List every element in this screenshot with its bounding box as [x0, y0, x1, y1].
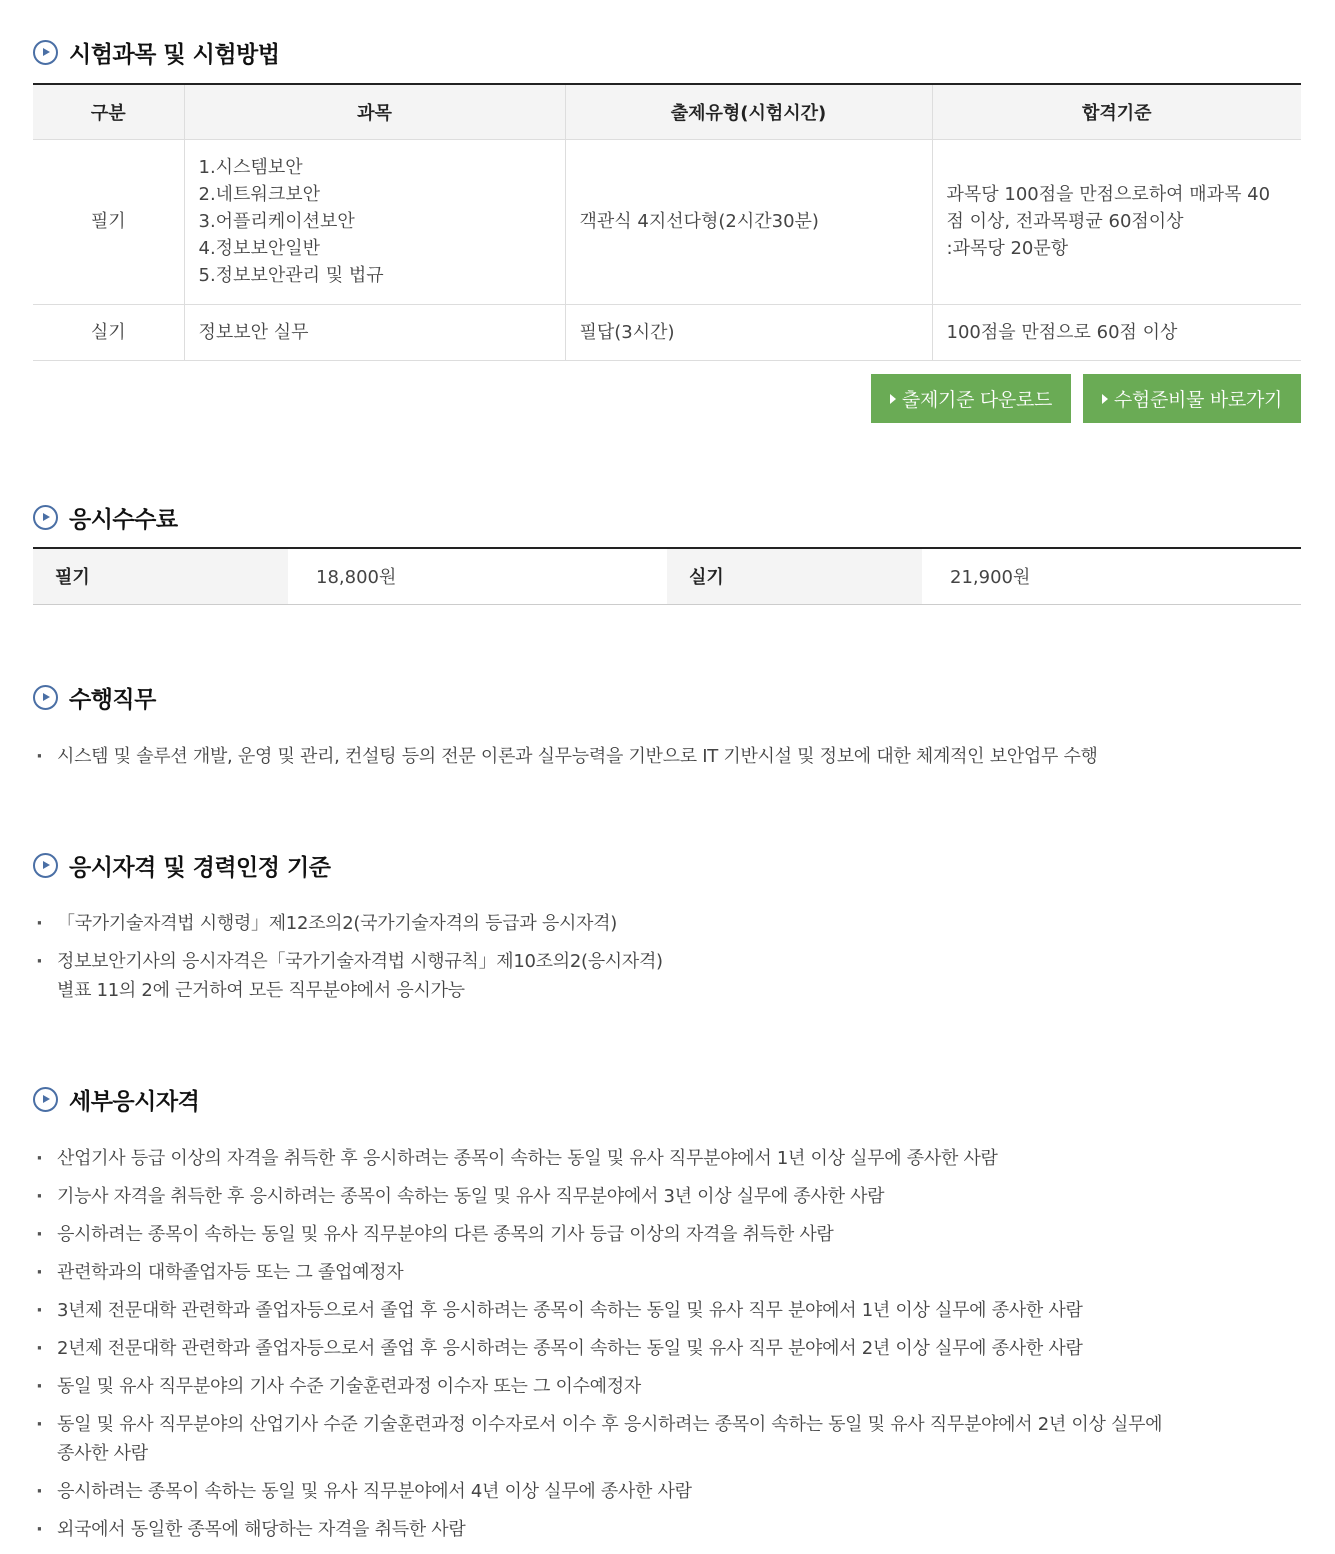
list-item-line: 종사한 사람: [57, 1443, 148, 1464]
column-header: 과목: [184, 84, 565, 139]
table-row: [33, 304, 1301, 360]
section-heading: 응시자격 및 경력인정 기준: [69, 854, 331, 881]
subject-item: 1.시스템보안: [198, 157, 303, 178]
list-item: [33, 1372, 1162, 1401]
section-title-fee: [33, 502, 178, 532]
section-heading: 응시수수료: [69, 506, 178, 533]
list-item-line: · 동일 및 유사 직무분야의 기사 수준 기술훈련과정 이수자 또는 그 이수예정자: [57, 1376, 641, 1397]
list-item-line: · 산업기사 등급 이상의 자격을 취득한 후 응시하려는 종목이 속하는 동일 및 유사 직무분야에서 1년 이상 실무에 종사한 사람: [57, 1148, 998, 1169]
subject-item: 4.정보보안일반: [198, 238, 321, 259]
column-header: 출제유형(시험시간): [565, 84, 932, 139]
list-item: [33, 1220, 1162, 1249]
list-item-line: · 3년제 전문대학 관련학과 졸업자등으로서 졸업 후 응시하려는 종목이 속하는 동일 및 유사 직무 분야에서 1년 이상 실무에 종사한 사람: [57, 1300, 1083, 1321]
exam-type-cell: 실기: [33, 304, 184, 360]
list-item: [33, 1182, 1162, 1211]
criteria-line: 점 이상, 전과목평균 60점이상: [946, 211, 1184, 232]
list-item-line: · 외국에서 동일한 종목에 해당하는 자격을 취득한 사람: [57, 1519, 466, 1540]
subject-item: 정보보안 실무: [198, 321, 309, 343]
section-title-detail: [33, 1084, 199, 1114]
download-criteria-button[interactable]: [871, 374, 1071, 423]
criteria-line: :과목당 20문항: [946, 238, 1069, 259]
list-item: [33, 909, 663, 938]
format-cell: 객관식 4지선다형(2시간30분): [565, 139, 932, 304]
exam-type-cell: 필기: [33, 139, 184, 304]
section-heading: 세부응시자격: [69, 1088, 200, 1115]
fee-label-written: 필기: [33, 548, 288, 604]
circle-play-icon: [33, 40, 58, 65]
section-heading: 시험과목 및 시험방법: [69, 41, 280, 68]
criteria-cell: [932, 304, 1301, 360]
list-item: [33, 1477, 1162, 1506]
button-label: 수험준비물 바로가기: [1113, 389, 1283, 411]
fee-table: [33, 547, 1301, 605]
list-item-line: · 기능사 자격을 취득한 후 응시하려는 종목이 속하는 동일 및 유사 직무분야에서 3년 이상 실무에 종사한 사람: [57, 1186, 885, 1207]
criteria-line: 과목당 100점을 만점으로하여 매과목 40: [946, 184, 1271, 205]
list-item-line: · 「국가기술자격법 시행령」제12조의2(국가기술자격의 등급과 응시자격): [57, 913, 617, 934]
list-item-line: · 관련학과의 대학졸업자등 또는 그 졸업예정자: [57, 1262, 404, 1283]
list-item: [33, 1515, 1162, 1544]
detail-list: [33, 1144, 1162, 1553]
table-row: [33, 139, 1301, 304]
criteria-cell: [932, 139, 1301, 304]
list-item: [33, 1410, 1162, 1468]
list-item: [33, 947, 663, 1005]
subjects-cell: [184, 304, 565, 360]
list-item-line: · 응시하려는 종목이 속하는 동일 및 유사 직무분야에서 4년 이상 실무에 종사한 사람: [57, 1481, 692, 1502]
column-header: 합격기준: [932, 84, 1301, 139]
criteria-line: 100점을 만점으로 60점 이상: [946, 321, 1178, 343]
table-header-row: [33, 84, 1301, 139]
section-title-duty: [33, 682, 156, 712]
table-row: [33, 548, 1301, 604]
format-cell: 필답(3시간): [565, 304, 932, 360]
section-title-eligibility: [33, 850, 330, 880]
subjects-cell: [184, 139, 565, 304]
list-item-line: · 정보보안기사의 응시자격은「국가기술자격법 시행규칙」제10조의2(응시자격): [57, 951, 663, 972]
fee-label-practical: 실기: [667, 548, 922, 604]
duty-list: [33, 742, 1098, 771]
circle-play-icon: [33, 853, 58, 878]
fee-value-practical: 21,900원: [922, 548, 1301, 604]
subject-item: 2.네트워크보안: [198, 184, 321, 205]
circle-play-icon: [33, 1087, 58, 1112]
button-label: 출제기준 다운로드: [901, 389, 1053, 411]
list-item: [33, 1258, 1162, 1287]
triangle-right-icon: [1102, 394, 1108, 404]
triangle-right-icon: [890, 394, 896, 404]
fee-value-written: 18,800원: [288, 548, 667, 604]
circle-play-icon: [33, 505, 58, 530]
subject-item: 3.어플리케이션보안: [198, 211, 355, 232]
list-item-line: · 응시하려는 종목이 속하는 동일 및 유사 직무분야의 다른 종목의 기사 등급 이상의 자격을 취득한 사람: [57, 1224, 834, 1245]
subject-item: 5.정보보안관리 및 법규: [198, 265, 384, 286]
circle-play-icon: [33, 685, 58, 710]
section-heading: 수행직무: [69, 686, 156, 713]
list-item: [33, 1296, 1162, 1325]
list-item: [33, 1144, 1162, 1173]
list-item-line: · 동일 및 유사 직무분야의 산업기사 수준 기술훈련과정 이수자로서 이수 후 응시하려는 종목이 속하는 동일 및 유사 직무분야에서 2년 이상 실무에: [57, 1414, 1163, 1435]
exam-materials-button[interactable]: [1083, 374, 1301, 423]
list-item: [33, 1334, 1162, 1363]
exam-table: [33, 83, 1301, 361]
list-item-line: 별표 11의 2에 근거하여 모든 직무분야에서 응시가능: [57, 980, 465, 1001]
section-title-exam: [33, 37, 279, 67]
eligibility-list: [33, 909, 663, 1014]
list-item: · 시스템 및 솔루션 개발, 운영 및 관리, 컨설팅 등의 전문 이론과 실무능력을 기반으로 IT 기반시설 및 정보에 대한 체계적인 보안업무 수행: [33, 742, 1098, 771]
list-item-line: · 2년제 전문대학 관련학과 졸업자등으로서 졸업 후 응시하려는 종목이 속하는 동일 및 유사 직무 분야에서 2년 이상 실무에 종사한 사람: [57, 1338, 1083, 1359]
column-header: 구분: [33, 84, 184, 139]
